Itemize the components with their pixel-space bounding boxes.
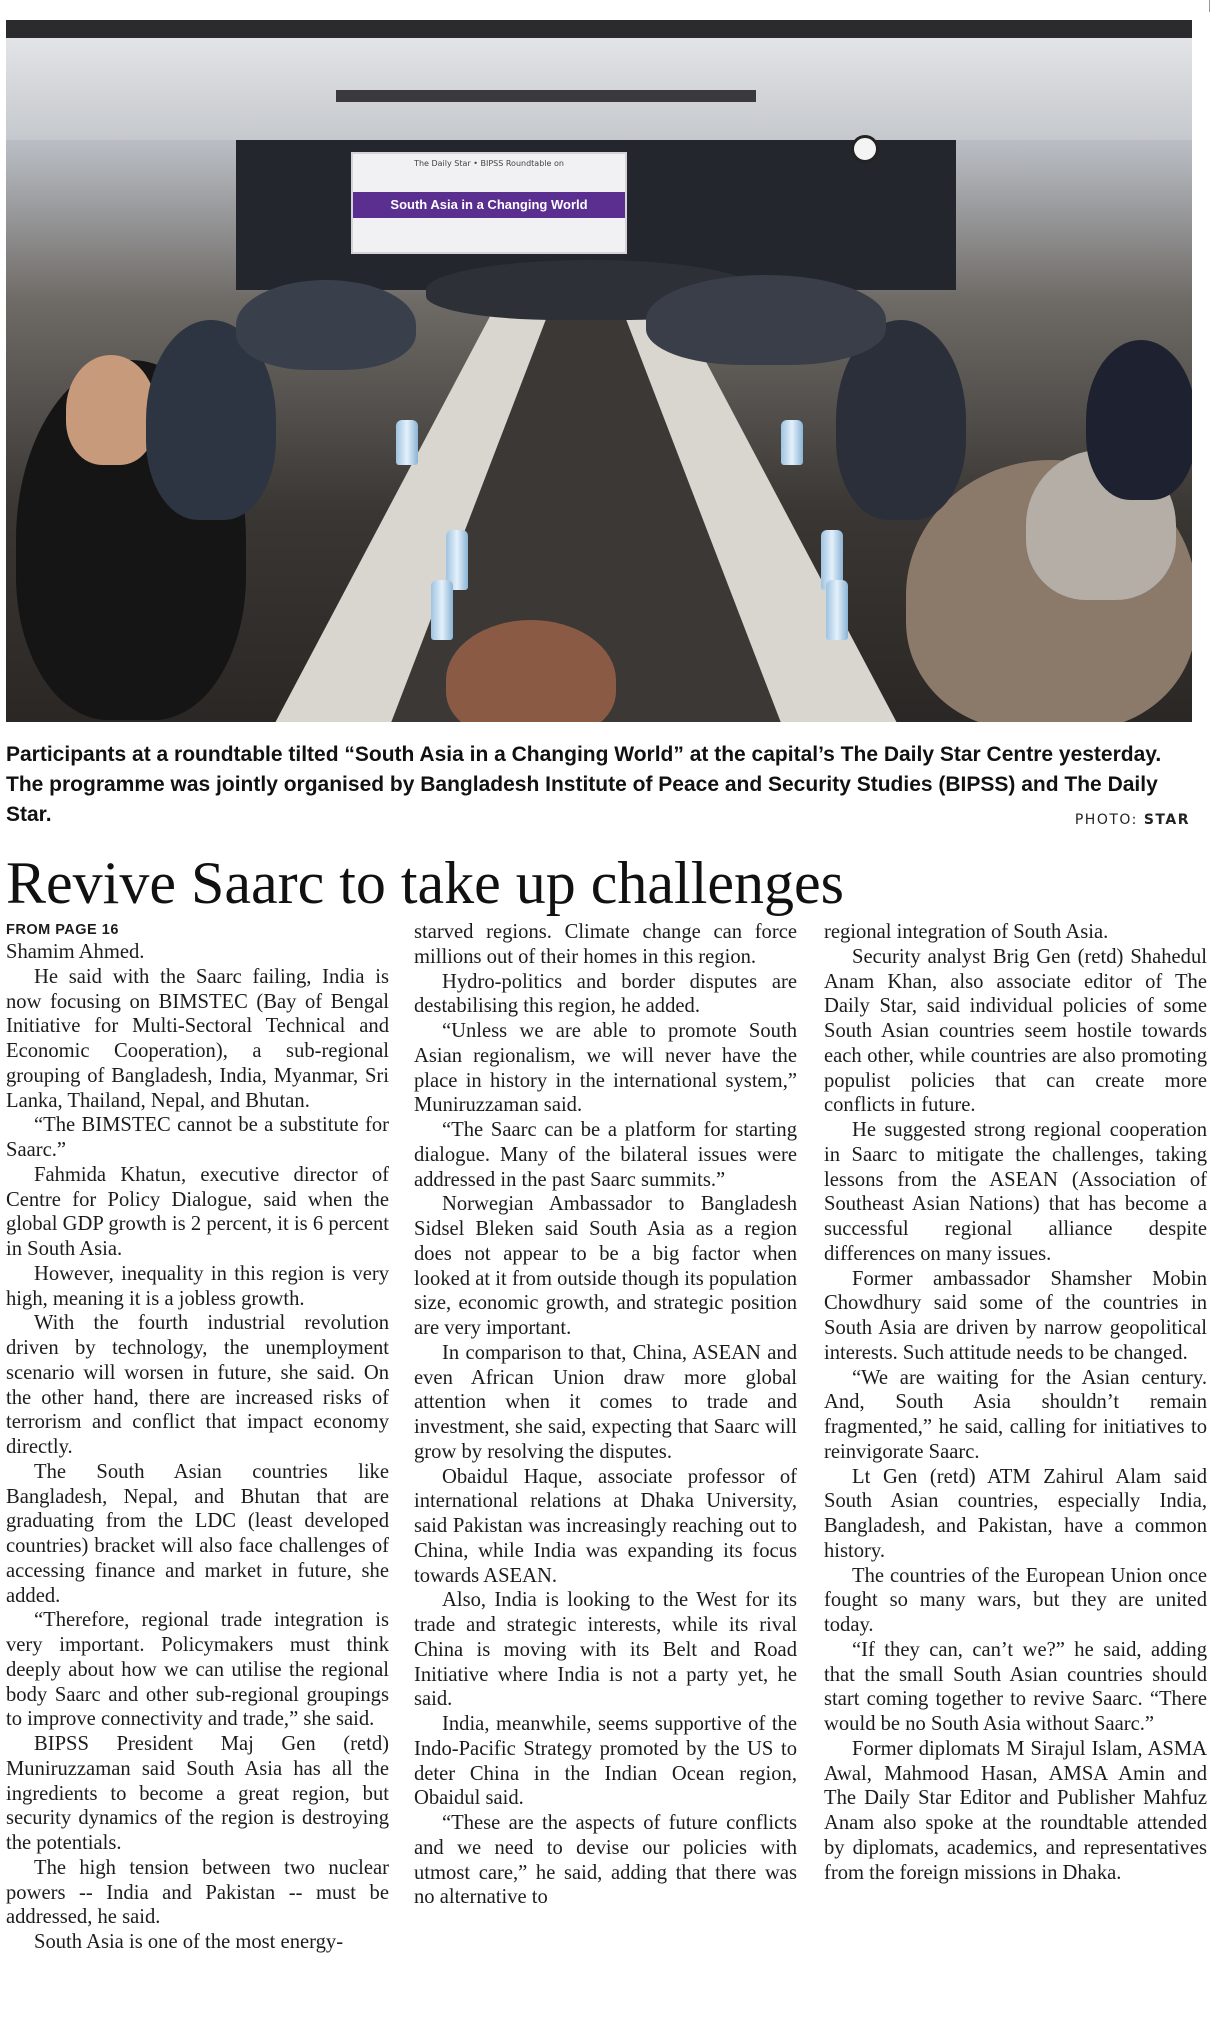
photo-caption: Participants at a roundtable tilted “South Asia in a Changing World” at the capital’s The Daily Star Centre yesterday. The programme was jointly organised by Bangladesh Institute of Peace and Security Studies (BIPSS) and The Daily Star. [6,743,1162,826]
photo-ceiling [6,20,1192,140]
photo-credit [1075,812,1190,828]
banner-title: South Asia in a Changing World [353,192,625,218]
paragraph: The high tension between two nuclear powers -- India and Pakistan -- must be addressed, he said. [6,1856,389,1929]
paragraph: “The Saarc can be a platform for starting dialogue. Many of the bilateral issues were addressed in the past Saarc summits.” [414,1119,797,1191]
roundtable-photo [6,20,1192,722]
paragraph: Fahmida Khatun, executive director of Centre for Policy Dialogue, said when the global GDP growth is 2 percent, it is 6 percent in South Asia. [6,1163,389,1260]
article-column-3 [824,920,1207,1885]
paragraph: “These are the aspects of future conflicts and we need to devise our policies with utmost care,” he said, adding that there was no alternative to [414,1812,797,1909]
paragraph: He suggested strong regional cooperation in Saarc to mitigate the challenges, taking lessons from the ASEAN (Association of Southeast Asian Nations) that has become a successful regional alliance despite differences on many issues. [824,1119,1207,1265]
photo-credit-source: STAR [1143,812,1190,828]
paragraph: “We are waiting for the Asian century. And, South Asia shouldn’t remain fragmented,” he said, calling for initiatives to reinvigorate Saarc. [824,1366,1207,1463]
article-headline: Revive Saarc to take up challenges [6,850,845,916]
page-edge-line [1209,0,1210,12]
participant-row [236,280,416,370]
paragraph: Hydro-politics and border disputes are destabilising this region, he added. [414,970,797,1018]
water-bottle [431,580,453,640]
photo-ceiling-beam [6,20,1192,38]
water-bottle [781,420,803,465]
paragraph: However, inequality in this region is very high, meaning it is a jobless growth. [6,1262,389,1310]
paragraph: He said with the Saarc failing, India is now focusing on BIMSTEC (Bay of Bengal Initiative for Multi-Sectoral Technical and Economic Cooperation), a sub-regional grouping of Bangladesh, India, Myanmar, Sri Lanka, Thailand, Nepal, and Bhutan. [6,965,389,1112]
paragraph: “If they can, can’t we?” he said, adding that the small South Asian countries should start coming together to revive Saarc. “There would be no South Asia without Saarc.” [824,1638,1207,1735]
paragraph: Shamim Ahmed. [6,941,145,963]
article-column-1 [6,920,389,1955]
banner-header: The Daily Star • BIPSS Roundtable on [414,159,564,168]
paragraph: “The BIMSTEC cannot be a substitute for Saarc.” [6,1114,389,1161]
paragraph: With the fourth industrial revolution driven by technology, the unemployment scenario will worsen in future, she said. On the other hand, there are increased risks of terrorism and conflict that impact economy directly. [6,1312,389,1458]
paragraph: Former diplomats M Sirajul Islam, ASMA Awal, Mahmood Hasan, AMSA Amin and The Daily Star Editor and Publisher Mahfuz Anam also spoke at the roundtable attended by diplomats, academics, and representatives from the foreign missions in Dhaka. [824,1737,1207,1884]
paragraph: The South Asian countries like Bangladesh, Nepal, and Bhutan that are graduating from the LDC (least developed countries) bracket will also face challenges of accessing finance and market in future, she added. [6,1460,389,1607]
participant-face [66,355,156,465]
paragraph: Former ambassador Shamsher Mobin Chowdhury said some of the countries in South Asia are driven by narrow geopolitical interests. Such attitude needs to be changed. [824,1267,1207,1364]
paragraph: In comparison to that, China, ASEAN and even African Union draw more global attention when it comes to trade and investment, she said, expecting that Saarc will grow by resolving the disputes. [414,1341,797,1463]
paragraph: BIPSS President Maj Gen (retd) Muniruzzaman said South Asia has all the ingredients to become a great region, but security dynamics of the region is destroying the potentials. [6,1733,389,1854]
paragraph: India, meanwhile, seems supportive of the Indo-Pacific Strategy promoted by the US to deter China in the Indian Ocean region, Obaidul said. [414,1713,797,1810]
paragraph: The countries of the European Union once fought so many wars, but they are united today. [824,1564,1207,1636]
continuation-label: FROM PAGE 16 [6,922,119,938]
paragraph: South Asia is one of the most energy- [34,1931,344,1953]
article-column-2 [414,920,797,1910]
water-bottle [826,580,848,640]
paragraph: Also, India is looking to the West for its trade and strategic interests, while its rival China is moving with its Belt and Road Initiative where India is not a party yet, he said. [414,1589,797,1711]
event-banner [351,152,627,254]
paragraph: Obaidul Haque, associate professor of international relations at Dhaka University, said Pakistan was increasingly reaching out to China, while India was expanding its focus towards ASEAN. [414,1465,797,1587]
paragraph: Security analyst Brig Gen (retd) Shahedul Anam Khan, also associate editor of The Daily Star, said individual policies of some South Asian countries seem hostile towards each other, while countries are also promoting populist policies that can create more conflicts in future. [824,945,1207,1117]
participant-row [646,275,886,365]
paragraph: starved regions. Climate change can force millions out of their homes in this region. [414,921,797,968]
paragraph: Lt Gen (retd) ATM Zahirul Alam said South Asian countries, especially India, Bangladesh, and Pakistan, have a common history. [824,1465,1207,1562]
water-bottle [396,420,418,465]
paragraph: regional integration of South Asia. [824,921,1109,943]
paragraph: “Unless we are able to promote South Asian regionalism, we will never have the place in history in the international system,” Muniruzzaman said. [414,1020,797,1117]
paragraph: “Therefore, regional trade integration is very important. Policymakers must think deeply about how we can utilise the regional body Saarc and other sub-regional groupings to improve connectivity and trade,” she said. [6,1609,389,1731]
photo-ceiling-beam [336,90,756,102]
participant-figure [1086,340,1192,500]
wall-clock [851,135,879,163]
photo-credit-label: PHOTO: [1074,812,1138,828]
paragraph: Norwegian Ambassador to Bangladesh Sidsel Bleken said South Asia as a region does not appear to be a big factor when looked at it from outside though its population size, economic growth, and strategic position are very important. [414,1193,797,1339]
